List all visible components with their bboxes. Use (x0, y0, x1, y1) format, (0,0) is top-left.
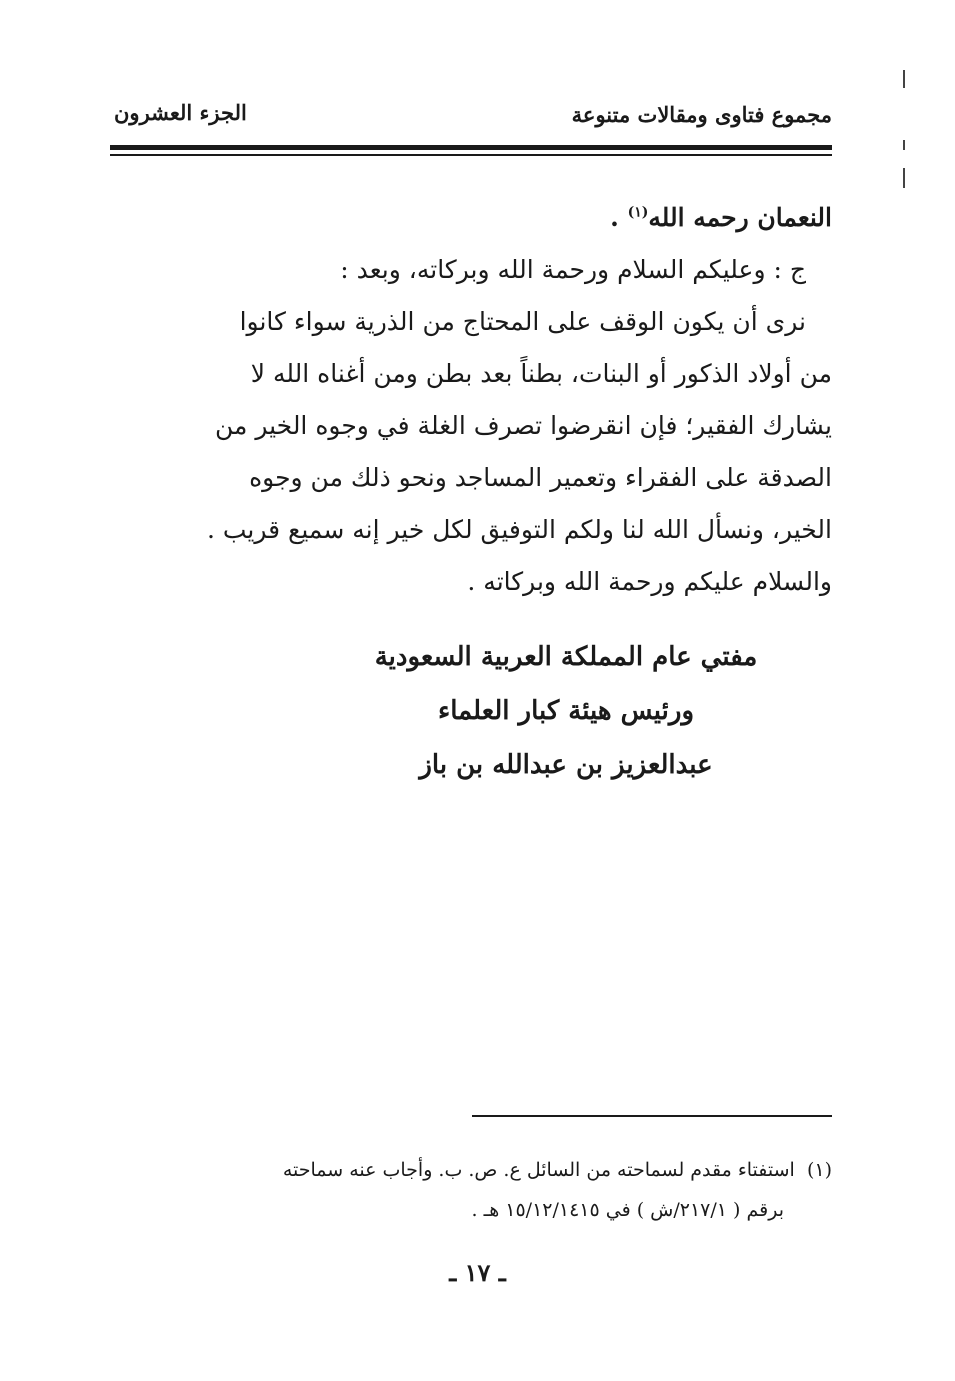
scan-margin-mark (903, 140, 905, 150)
running-header (110, 96, 832, 136)
body-line-8: والسلام عليكم ورحمة الله وبركاته . (467, 567, 832, 596)
body-line-6: الصدقة على الفقراء وتعمير المساجد ونحو ذلك من وجوه (249, 463, 832, 492)
footnote-separator (472, 1115, 832, 1117)
scan-margin-mark (903, 168, 905, 188)
footnote-reference: (١) (627, 204, 649, 221)
footnote (110, 1150, 832, 1230)
footnote-line-2: برقم ( ٢١٧/١/ش ) في ١٥/١٢/١٤١٥ هـ . (471, 1199, 784, 1221)
book-title: مجموع فتاوى ومقالات متنوعة (571, 102, 832, 127)
signature-position: ورئيس هيئة كبار العلماء (437, 696, 694, 726)
signature-title: مفتي عام المملكة العربية السعودية (374, 642, 758, 672)
body-line-5: يشارك الفقير؛ فإن انقرضوا تصرف الغلة في وجوه الخير من (214, 411, 832, 440)
body-line-3: نرى أن يكون الوقف على المحتاج من الذرية سواء كانوا (239, 307, 806, 336)
signature-block (110, 630, 832, 792)
body-line-7: الخير، ونسأل الله لنا ولكم التوفيق لكل خير إنه سميع قريب . (206, 515, 832, 544)
body-line-4: من أولاد الذكور أو البنات، بطناً بعد بطن ومن أغناه الله لا (250, 359, 832, 388)
footnote-line-1: (١) استفتاء مقدم لسماحته من السائل ع. ص. ب. وأجاب عنه سماحته (282, 1159, 832, 1181)
footnote-marker: (١) (806, 1159, 832, 1181)
signature-name: عبدالعزيز بن عبدالله بن باز (419, 750, 713, 780)
header-rule-thin (110, 154, 832, 156)
body-line-1: النعمان رحمه الله$^{(١)}$ . (610, 203, 832, 232)
body-text (110, 192, 832, 608)
volume-label: الجزء العشرون (114, 100, 247, 125)
header-rule-thick (110, 145, 832, 150)
page-number: ـ ١٧ ـ (449, 1258, 506, 1287)
scan-margin-mark (903, 70, 905, 88)
body-line-2: ج : وعليكم السلام ورحمة الله وبركاته، وبعد : (340, 255, 806, 284)
